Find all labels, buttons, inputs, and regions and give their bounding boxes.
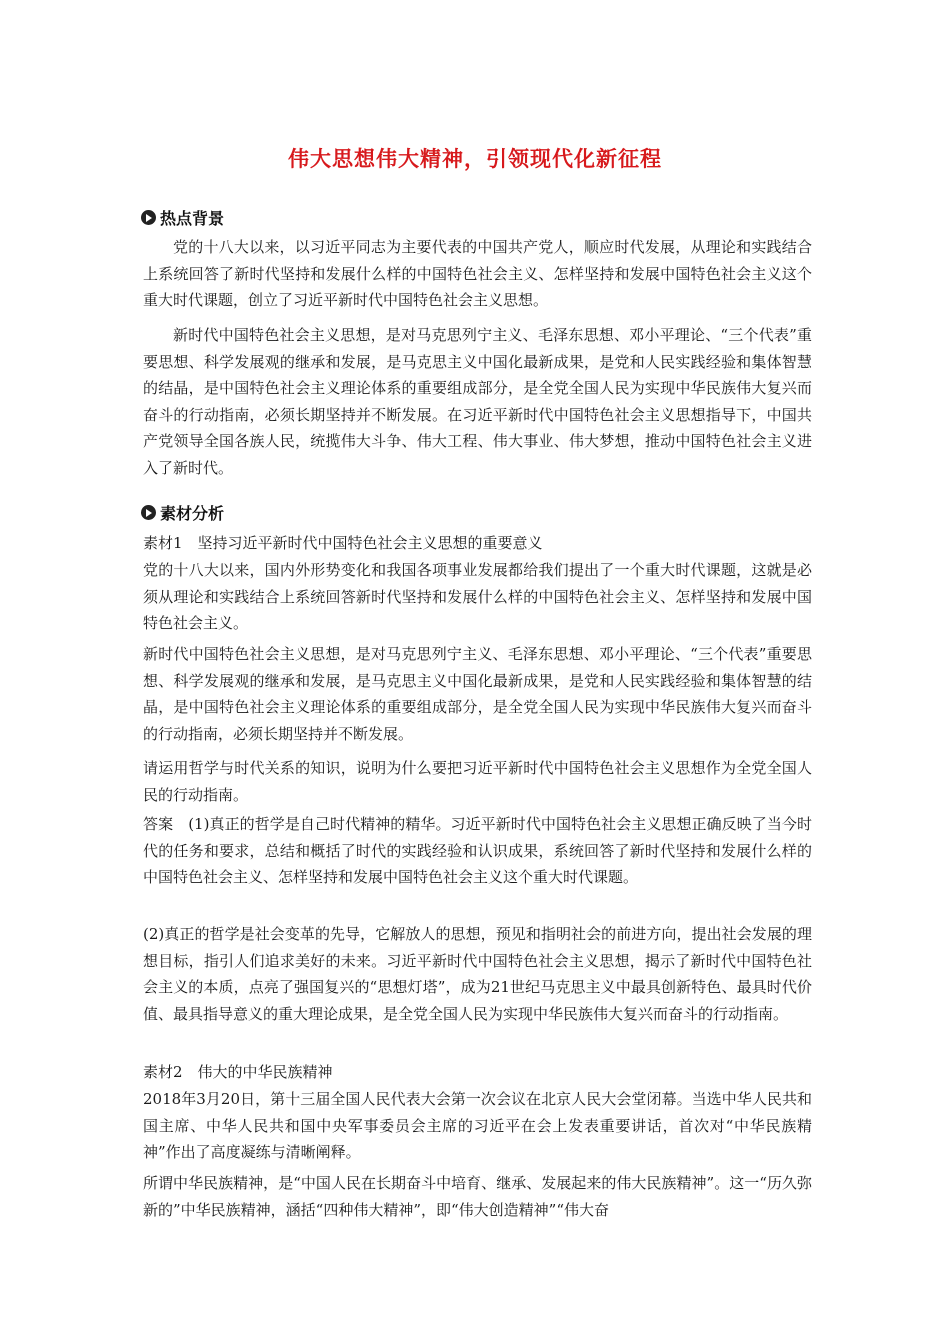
material-1-answer-2: (2)真正的哲学是社会变革的先导，它解放人的思想，预见和指明社会的前进方向，提出社会发展的理想目标，指引人们追求美好的未来。习近平新时代中国特色社会主义思想，揭示了新时代中国特色社会主义的本质，点亮了强国复兴的“思想灯塔”，成为21世纪马克思主义中最具创新特色、最具时代价值、最具指导意义的重大理论成果，是全党全国人民为实现中华民族伟大复兴而奋斗的行动指南。 xyxy=(143,925,812,1023)
material-2-paragraph-1: 2018年3月20日，第十三届全国人民代表大会第一次会议在北京人民大会堂闭幕。当选中华人民共和国主席、中华人民共和国中央军事委员会主席的习近平在会上发表重要讲话，首次对“中华民族精神”作出了高度凝练与清晰阐释。 xyxy=(143,1090,812,1161)
section-label: 素材分析 xyxy=(160,504,225,523)
material-1-answer-1: 答案 (1)真正的哲学是自己时代精神的精华。习近平新时代中国特色社会主义思想正确反映了当今时代的任务和要求，总结和概括了时代的实践经验和认识成果，系统回答了新时代坚持和发展什么样的中国特色社会主义、怎样坚持和发展中国特色社会主义这个重大时代课题。 xyxy=(143,815,812,886)
section-label: 热点背景 xyxy=(160,209,225,228)
material-2-paragraph-2: 所谓中华民族精神，是“中国人民在长期奋斗中培育、继承、发展起来的伟大民族精神”。这一“历久弥新的”中华民族精神，涵括“四种伟大精神”，即“伟大创造精神”“伟大奋 xyxy=(143,1174,812,1219)
material-1-heading: 素材1 坚持习近平新时代中国特色社会主义思想的重要意义 xyxy=(143,534,543,552)
background-paragraph-1: 党的十八大以来，以习近平同志为主要代表的中国共产党人，顺应时代发展，从理论和实践结合上系统回答了新时代坚持和发展什么样的中国特色社会主义、怎样坚持和发展中国特色社会主义这个重大时代课题，创立了习近平新时代中国特色社会主义思想。 xyxy=(143,238,812,309)
page-title: 伟大思想伟大精神，引领现代化新征程 xyxy=(288,147,662,171)
material-1-question: 请运用哲学与时代关系的知识，说明为什么要把习近平新时代中国特色社会主义思想作为全党全国人民的行动指南。 xyxy=(143,759,812,804)
play-circle-icon xyxy=(141,505,156,520)
material-1-paragraph-1: 党的十八大以来，国内外形势变化和我国各项事业发展都给我们提出了一个重大时代课题，这就是必须从理论和实践结合上系统回答新时代坚持和发展什么样的中国特色社会主义、怎样坚持和发展中国特色社会主义。 xyxy=(143,561,812,632)
background-paragraph-2: 新时代中国特色社会主义思想，是对马克思列宁主义、毛泽东思想、邓小平理论、“三个代表”重要思想、科学发展观的继承和发展，是马克思主义中国化最新成果，是党和人民实践经验和集体智慧的结晶，是中国特色社会主义理论体系的重要组成部分，是全党全国人民为实现中华民族伟大复兴而奋斗的行动指南，必须长期坚持并不断发展。在习近平新时代中国特色社会主义思想指导下，中国共产党领导全国各族人民，统揽伟大斗争、伟大工程、伟大事业、伟大梦想，推动中国特色社会主义进入了新时代。 xyxy=(143,326,812,477)
material-2-heading: 素材2 伟大的中华民族精神 xyxy=(143,1063,333,1081)
section-heading-background xyxy=(141,206,224,229)
material-1-paragraph-2: 新时代中国特色社会主义思想，是对马克思列宁主义、毛泽东思想、邓小平理论、“三个代表”重要思想、科学发展观的继承和发展，是马克思主义中国化最新成果，是党和人民实践经验和集体智慧的结晶，是中国特色社会主义理论体系的重要组成部分，是全党全国人民为实现中华民族伟大复兴而奋斗的行动指南，必须长期坚持并不断发展。 xyxy=(143,645,812,743)
play-circle-icon xyxy=(141,210,156,225)
section-heading-analysis xyxy=(141,501,224,524)
